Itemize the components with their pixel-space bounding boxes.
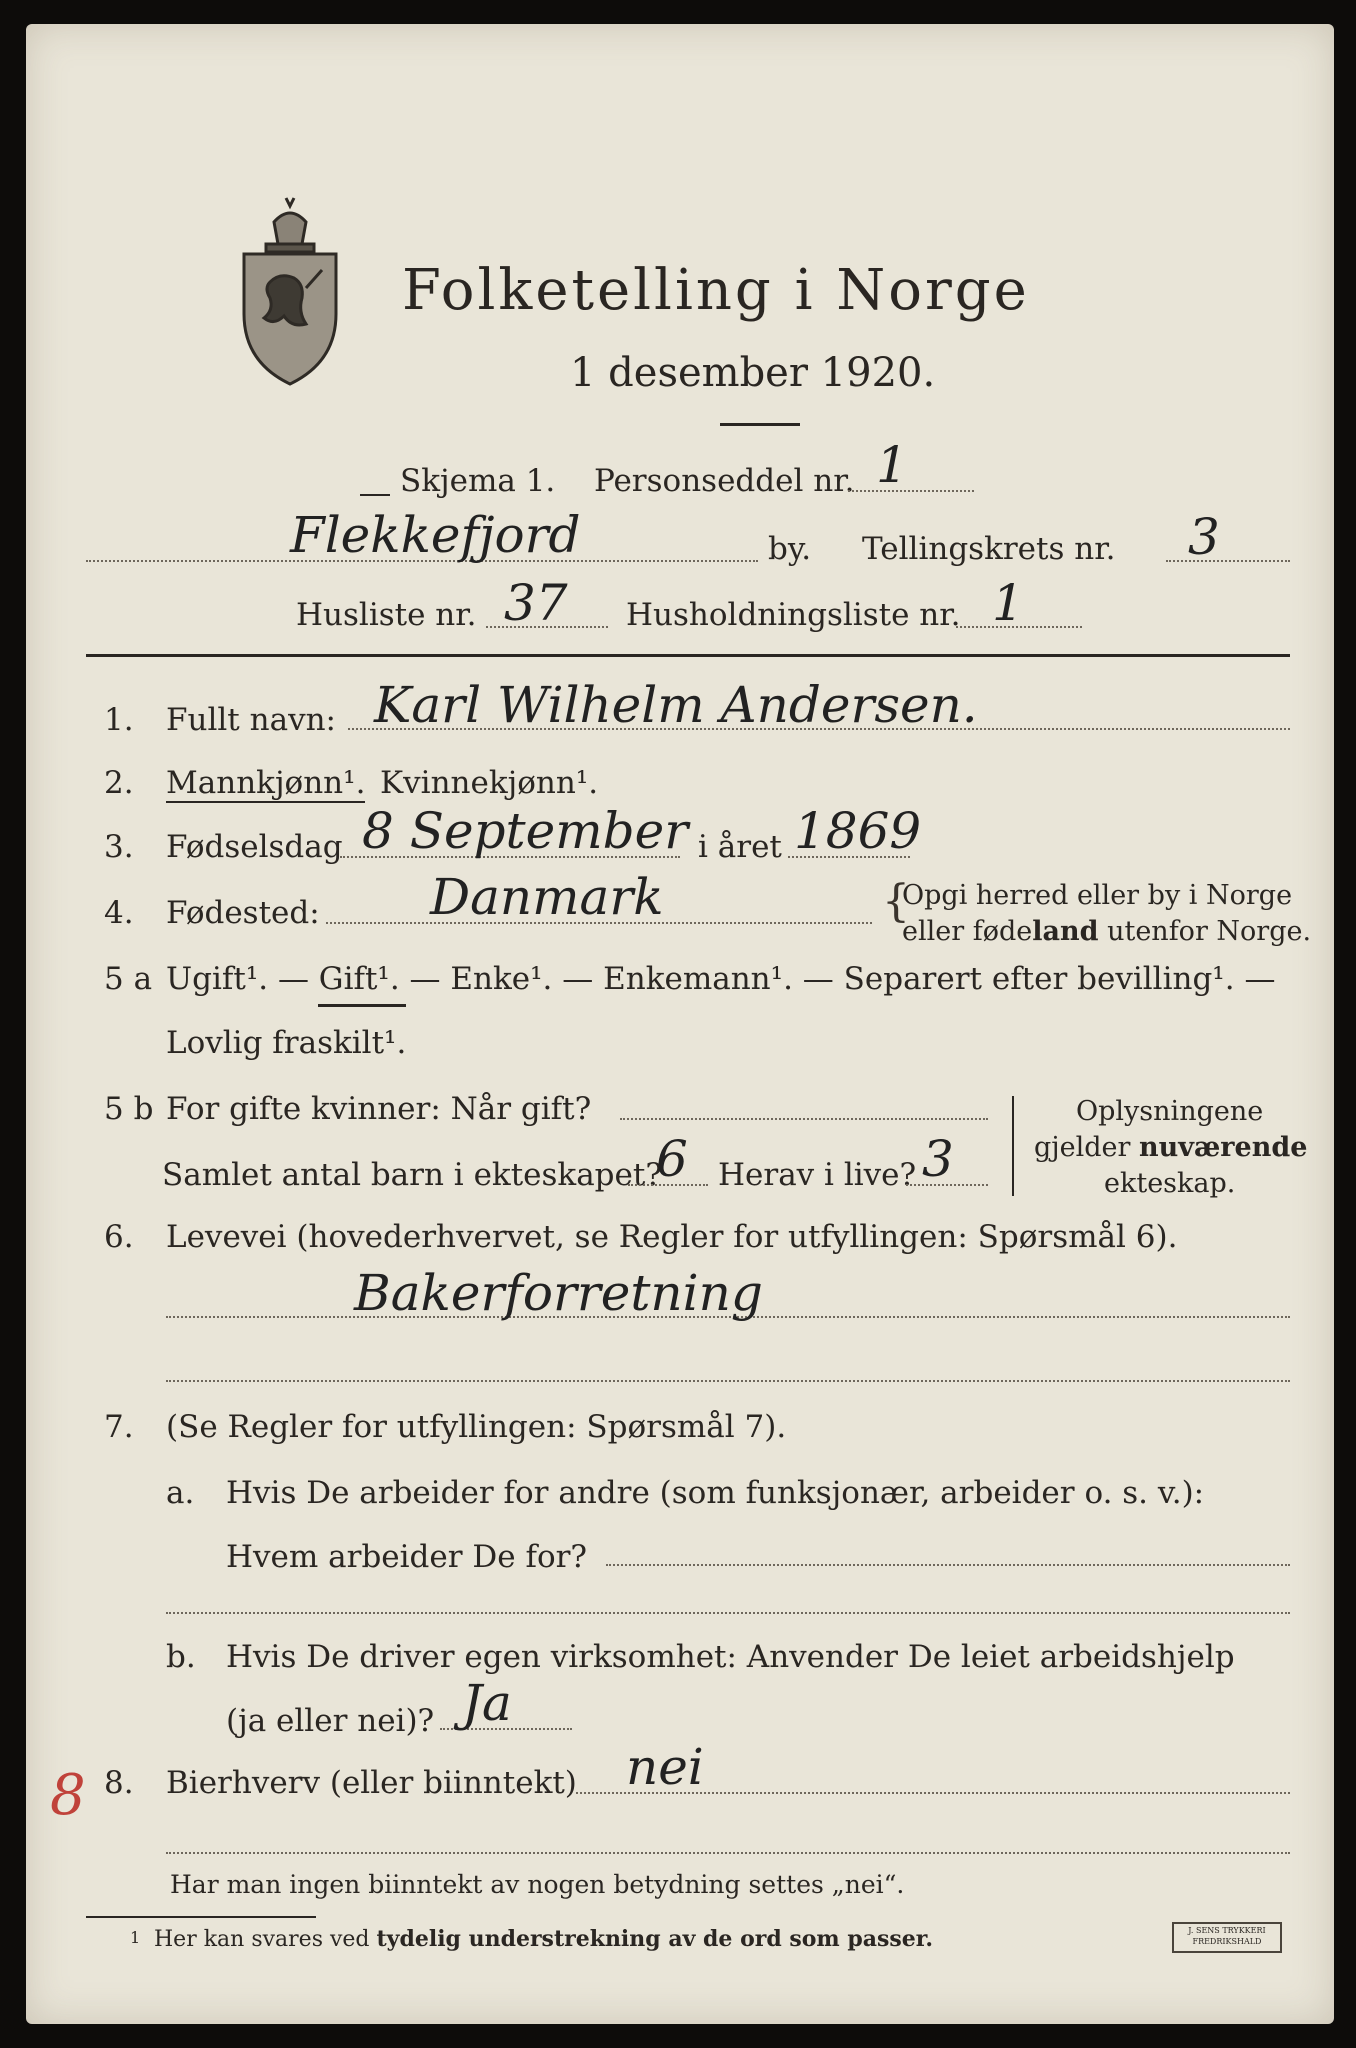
q3-year-value: 1869 <box>794 802 922 860</box>
title-divider <box>720 423 800 426</box>
q7b-yesno-label: (ja eller nei)? <box>226 1703 435 1739</box>
q3-day-value: 8 September <box>362 802 689 860</box>
q5b-note-line2: gjelder nuværende <box>1034 1132 1308 1163</box>
q5b-alive-label: Herav i live? <box>718 1157 917 1193</box>
q5b-note-line1: Oplysningene <box>1076 1096 1264 1127</box>
q4-note-brace: { <box>882 876 910 927</box>
q7a-letter: a. <box>166 1475 195 1511</box>
header-divider <box>86 654 1290 657</box>
tellingskrets-field <box>1166 560 1290 562</box>
q7a-employer-label: Hvem arbeider De for? <box>226 1539 588 1575</box>
q7a-question: Hvis De arbeider for andre (som funksjonær, arbeider o. s. v.): <box>226 1475 1205 1511</box>
q8-label: Bierhverv (eller biinntekt) <box>166 1765 577 1801</box>
q7a-employer-field-2 <box>166 1612 1290 1614</box>
q7b-letter: b. <box>166 1639 196 1675</box>
husholdning-value: 1 <box>992 574 1024 632</box>
q1-label: Fullt navn: <box>166 702 336 738</box>
q7-number: 7. <box>104 1409 134 1445</box>
tellingskrets-label: Tellingskrets nr. <box>862 531 1116 567</box>
printer-stamp: J. SENS TRYKKERI FREDRIKSHALD <box>1172 1922 1282 1953</box>
q5a-number: 5 a <box>104 961 153 997</box>
coat-of-arms-icon <box>236 192 346 388</box>
q5a-options-cont: Lovlig fraskilt¹. <box>166 1025 407 1061</box>
q5b-number: 5 b <box>104 1091 154 1127</box>
q2-female-option: Kvinnekjønn¹. <box>380 765 599 801</box>
q3-year-label: i året <box>698 829 782 865</box>
tellingskrets-value: 3 <box>1188 508 1220 566</box>
q6-field-line2 <box>166 1380 1290 1382</box>
q7a-employer-field <box>606 1564 1290 1566</box>
q4-number: 4. <box>104 895 134 931</box>
q5b-children-value: 6 <box>656 1130 688 1188</box>
q5b-alive-value: 3 <box>922 1130 954 1188</box>
q5b-married-label: For gifte kvinner: Når gift? <box>166 1091 592 1127</box>
skjema-underline-left <box>360 494 390 496</box>
q8-value: nei <box>626 1738 704 1796</box>
q5b-children-label: Samlet antal barn i ekteskapet? <box>162 1157 662 1193</box>
footnote-number: 1 <box>130 1928 141 1947</box>
q7b-yesno-value: Ja <box>462 1674 512 1732</box>
q3-label: Fødselsdag <box>166 829 343 865</box>
q5b-married-field <box>620 1118 988 1120</box>
q4-note-line1: Opgi herred eller by i Norge <box>902 880 1293 911</box>
q4-label: Fødested: <box>166 895 320 931</box>
city-value: Flekkefjord <box>290 506 581 564</box>
census-form-page <box>26 24 1334 2024</box>
q8-number: 8. <box>104 1765 134 1801</box>
q3-number: 3. <box>104 829 134 865</box>
q7b-question: Hvis De driver egen virksomhet: Anvender De leiet arbeidshjelp <box>226 1639 1235 1675</box>
by-label: by. <box>768 531 812 567</box>
footnote-divider <box>86 1916 316 1918</box>
q7-label: (Se Regler for utfyllingen: Spørsmål 7). <box>166 1409 787 1445</box>
q1-number: 1. <box>104 702 134 738</box>
husholdning-label: Husholdningsliste nr. <box>626 597 961 633</box>
q4-note-line2: eller fødeland utenfor Norge. <box>902 916 1312 947</box>
q5a-options: Ugift¹. — Gift¹. — Enke¹. — Enkemann¹. — Separert efter bevilling¹. — <box>166 961 1276 997</box>
footer-note: Har man ingen biinntekt av nogen betydning settes „nei“. <box>170 1870 905 1899</box>
page-title: Folketelling i Norge <box>402 258 1030 323</box>
skjema-label: Skjema 1. <box>400 463 556 499</box>
personseddel-field <box>848 490 974 492</box>
q5b-note-line3: ekteskap. <box>1104 1168 1236 1199</box>
q5b-note-bracket <box>1012 1096 1014 1196</box>
q5a-gift-underline <box>318 1004 406 1007</box>
husliste-value: 37 <box>504 574 568 632</box>
q2-number: 2. <box>104 765 134 801</box>
husliste-label: Husliste nr. <box>296 597 477 633</box>
q8-field-2 <box>166 1852 1290 1854</box>
footnote-text: Her kan svares ved tydelig understrekning av de ord som passer. <box>154 1926 934 1952</box>
q2-male-option: Mannkjønn¹. <box>166 765 366 801</box>
q4-value: Danmark <box>430 868 664 926</box>
q6-label: Levevei (hovederhvervet, se Regler for utfyllingen: Spørsmål 6). <box>166 1219 1178 1255</box>
personseddel-label: Personseddel nr. <box>594 463 855 499</box>
q6-number: 6. <box>104 1219 134 1255</box>
q6-value: Bakerforretning <box>354 1264 763 1322</box>
q8-margin-mark: 8 <box>50 1763 86 1828</box>
personseddel-value: 1 <box>876 436 908 494</box>
q1-value: Karl Wilhelm Andersen. <box>374 676 978 734</box>
census-date: 1 desember 1920. <box>570 350 936 396</box>
